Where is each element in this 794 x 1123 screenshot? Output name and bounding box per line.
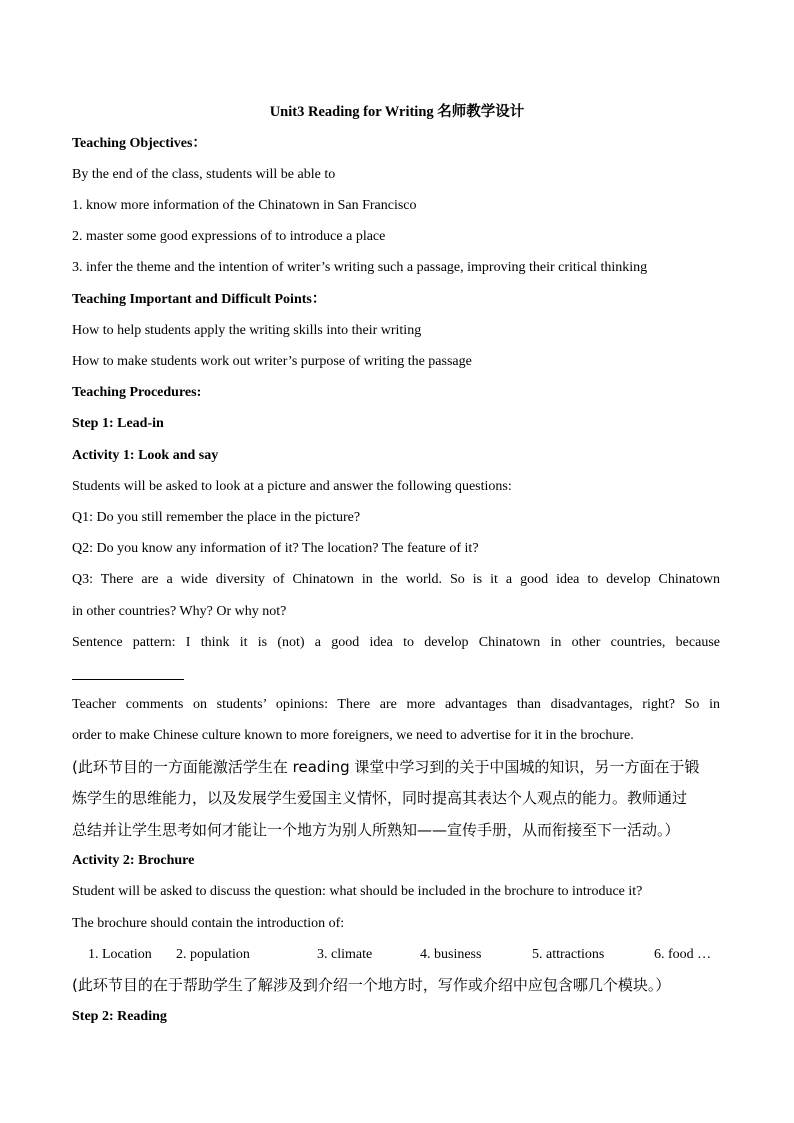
points-heading: Teaching Important and Difficult Points： (72, 292, 326, 307)
step1-heading: Step 1: Lead-in (72, 416, 164, 431)
question-1: Q1: Do you still remember the place in the picture? (72, 510, 361, 525)
question-3-line-1: Q3: There are a wide diversity of Chinatown in the world. So is it a good idea to develop Chinatown (72, 572, 720, 587)
activity1-heading: Activity 1: Look and say (72, 448, 219, 463)
chinese-note-1-line-2: 炼学生的思维能力，以及发展学生爱国主义情怀，同时提高其表达个人观点的能力。教师通过 (72, 789, 688, 807)
document-title: Unit3 Reading for Writing 名师教学设计 (269, 104, 525, 120)
chinese-note-2: (此环节目的在于帮助学生了解涉及到介绍一个地方时，写作或介绍中应包含哪几个模块。） (72, 976, 671, 994)
brochure-item: 4. business (420, 947, 482, 962)
sentence-pattern: Sentence pattern: I think it is (not) a good idea to develop Chinatown in other countries, because (72, 635, 720, 650)
question-3-line-2: in other countries? Why? Or why not? (72, 604, 287, 619)
step2-heading: Step 2: Reading (72, 1009, 167, 1024)
teacher-comment-line-2: order to make Chinese culture known to more foreigners, we need to advertise for it in the brochure. (72, 728, 634, 743)
activity2-line-1: Student will be asked to discuss the question: what should be included in the brochure to introduce it? (72, 884, 643, 899)
chinese-note-1-line-1: (此环节目的一方面能激活学生在 reading 课堂中学习到的关于中国城的知识，另一方面在于锻 (72, 758, 700, 776)
brochure-item: 3. climate (317, 947, 373, 962)
brochure-item: 1. Location (88, 947, 152, 962)
procedures-heading: Teaching Procedures: (72, 385, 202, 400)
question-2: Q2: Do you know any information of it? The location? The feature of it? (72, 541, 479, 556)
brochure-item: 5. attractions (532, 947, 605, 962)
objective-item-1: 1. know more information of the Chinatown in San Francisco (72, 198, 417, 213)
brochure-item: 6. food … (654, 947, 712, 962)
objective-item-2: 2. master some good expressions of to introduce a place (72, 229, 386, 244)
answer-blank-line (72, 679, 184, 680)
objective-item-3: 3. infer the theme and the intention of writer’s writing such a passage, improving their critical thinking (72, 260, 648, 275)
activity1-intro: Students will be asked to look at a picture and answer the following questions: (72, 479, 512, 494)
brochure-item: 2. population (176, 947, 250, 962)
activity2-heading: Activity 2: Brochure (72, 853, 195, 868)
objectives-heading: Teaching Objectives： (72, 136, 207, 151)
point-item-2: How to make students work out writer’s purpose of writing the passage (72, 354, 472, 369)
chinese-note-1-line-3: 总结并让学生思考如何才能让一个地方为别人所熟知——宣传手册，从而衔接至下一活动。） (72, 821, 680, 839)
activity2-line-2: The brochure should contain the introduction of: (72, 916, 345, 931)
objectives-intro: By the end of the class, students will be able to (72, 167, 336, 182)
point-item-1: How to help students apply the writing skills into their writing (72, 323, 422, 338)
teacher-comment-line-1: Teacher comments on students’ opinions: There are more advantages than disadvantages, right? So in (72, 697, 720, 712)
